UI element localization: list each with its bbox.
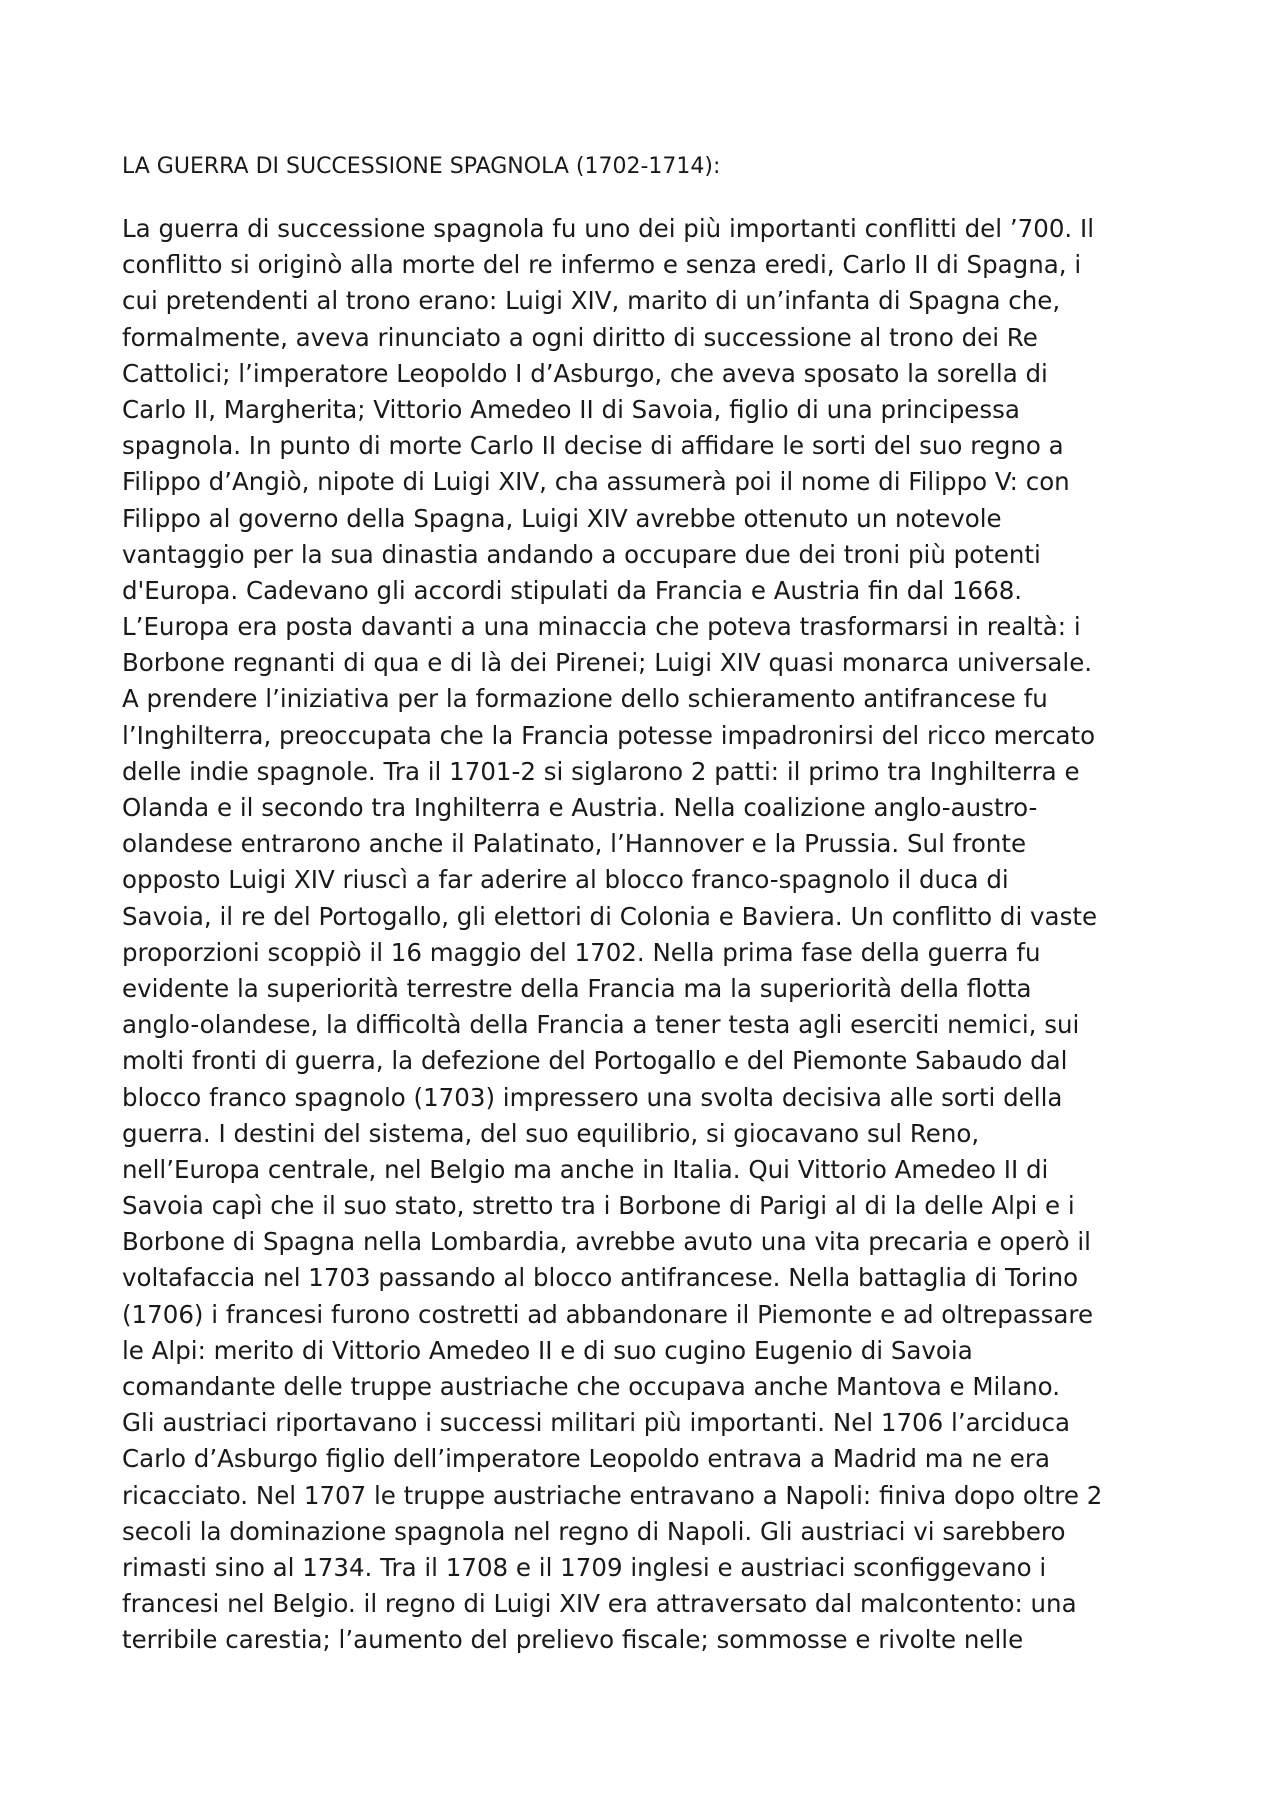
text-line: A prendere l’iniziativa per la formazione dello schieramento antifrancese fu — [122, 684, 1048, 714]
text-line: rimasti sino al 1734. Tra il 1708 e il 1709 inglesi e austriaci sconfiggevano i — [122, 1552, 1047, 1582]
text-line: francesi nel Belgio. il regno di Luigi XIV era attraversato dal malcontento: una — [122, 1589, 1077, 1619]
text-line: La guerra di successione spagnola fu uno dei più importanti conflitti del ’700. Il — [122, 214, 1095, 243]
text-line: ricacciato. Nel 1707 le truppe austriache entravano a Napoli: finiva dopo oltre 2 — [122, 1480, 1103, 1510]
text-line: proporzioni scoppiò il 16 maggio del 1702. Nella prima fase della guerra fu — [122, 937, 1041, 967]
text-line: Cattolici; l’imperatore Leopoldo I d’Asburgo, che aveva sposato la sorella di — [122, 358, 1048, 388]
text-line: Borbone di Spagna nella Lombardia, avrebbe avuto una vita precaria e operò il — [122, 1227, 1091, 1257]
text-line: d'Europa. Cadevano gli accordi stipulati da Francia e Austria fin dal 1668. — [122, 575, 1023, 605]
text-line: spagnola. In punto di morte Carlo II decise di affidare le sorti del suo regno a — [122, 431, 1064, 461]
text-line: conflitto si originò alla morte del re infermo e senza eredi, Carlo II di Spagna, i — [122, 250, 1082, 280]
text-line: blocco franco spagnolo (1703) impressero una svolta decisiva alle sorti della — [122, 1082, 1063, 1112]
text-line: l’Inghilterra, preoccupata che la Francia potesse impadronirsi del ricco mercato — [122, 720, 1096, 750]
text-line: Carlo II, Margherita; Vittorio Amedeo II di Savoia, figlio di una principessa — [122, 394, 1020, 424]
text-line: guerra. I destini del sistema, del suo equilibrio, si giocavano sul Reno, — [122, 1118, 980, 1148]
text-line: Olanda e il secondo tra Inghilterra e Austria. Nella coalizione anglo-austro- — [122, 793, 1038, 822]
text-line: Filippo al governo della Spagna, Luigi XIV avrebbe ottenuto un notevole — [122, 503, 1002, 533]
text-line: (1706) i francesi furono costretti ad abbandonare il Piemonte e ad oltrepassare — [122, 1299, 1094, 1329]
text-line: comandante delle truppe austriache che occupava anche Mantova e Milano. — [122, 1372, 1061, 1401]
text-line: terribile carestia; l’aumento del prelievo fiscale; sommosse e rivolte nelle — [122, 1625, 1024, 1655]
text-line: Borbone regnanti di qua e di là dei Pirenei; Luigi XIV quasi monarca universale. — [122, 648, 1093, 678]
text-line: nell’Europa centrale, nel Belgio ma anche in Italia. Qui Vittorio Amedeo II di — [122, 1154, 1049, 1184]
document-body — [122, 211, 1182, 1659]
text-line: L’Europa era posta davanti a una minaccia che poteva trasformarsi in realtà: i — [122, 612, 1081, 642]
text-line: vantaggio per la sua dinastia andando a occupare due dei troni più potenti — [122, 539, 1041, 569]
text-line: Savoia, il re del Portogallo, gli elettori di Colonia e Baviera. Un conflitto di vaste — [122, 901, 1098, 931]
text-line: formalmente, aveva rinunciato a ogni diritto di successione al trono dei Re — [122, 322, 1038, 352]
text-line: secoli la dominazione spagnola nel regno di Napoli. Gli austriaci vi sarebbero — [122, 1516, 1066, 1546]
document-title: LA GUERRA DI SUCCESSIONE SPAGNOLA (1702-1714): — [122, 154, 721, 179]
text-line: delle indie spagnole. Tra il 1701-2 si siglarono 2 patti: il primo tra Inghilterra e — [122, 756, 1080, 786]
text-line: Carlo d’Asburgo figlio dell’imperatore Leopoldo entrava a Madrid ma ne era — [122, 1444, 1050, 1474]
text-line: anglo-olandese, la difficoltà della Francia a tener testa agli eserciti nemici, sui — [122, 1010, 1080, 1040]
text-line: evidente la superiorità terrestre della Francia ma la superiorità della flotta — [122, 973, 1032, 1003]
text-line: opposto Luigi XIV riuscì a far aderire al blocco franco-spagnolo il duca di — [122, 865, 1009, 895]
text-line: olandese entrarono anche il Palatinato, l’Hannover e la Prussia. Sul fronte — [122, 829, 1027, 859]
text-line: le Alpi: merito di Vittorio Amedeo II e di suo cugino Eugenio di Savoia — [122, 1335, 973, 1365]
text-line: voltafaccia nel 1703 passando al blocco antifrancese. Nella battaglia di Torino — [122, 1263, 1079, 1293]
text-line: cui pretendenti al trono erano: Luigi XIV, marito di un’infanta di Spagna che, — [122, 286, 1061, 316]
text-line: Savoia capì che il suo stato, stretto tra i Borbone di Parigi al di la delle Alpi e i — [122, 1191, 1075, 1221]
text-line: Gli austriaci riportavano i successi militari più importanti. Nel 1706 l’arciduca — [122, 1408, 1070, 1438]
text-line: Filippo d’Angiò, nipote di Luigi XIV, cha assumerà poi il nome di Filippo V: con — [122, 467, 1070, 497]
text-line: molti fronti di guerra, la defezione del Portogallo e del Piemonte Sabaudo dal — [122, 1046, 1068, 1076]
